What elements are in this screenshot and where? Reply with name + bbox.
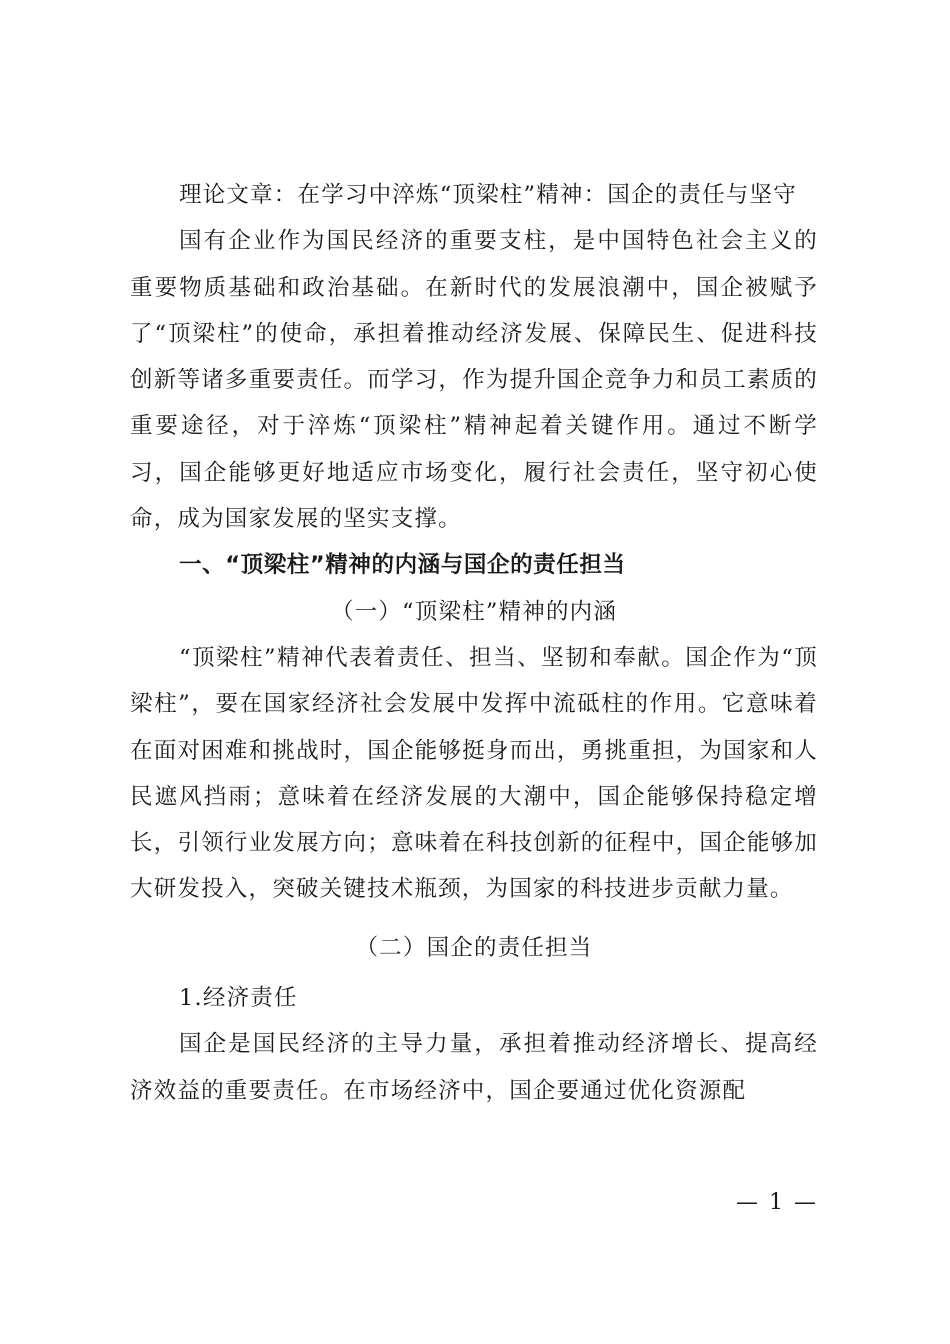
intro-paragraph: 国有企业作为国民经济的重要支柱，是中国特色社会主义的重要物质基础和政治基础。在新时代的发展浪潮中，国企被赋予了“顶梁柱”的使命，承担着推动经济发展、保障民生、促进科技创新等诸多重要责任。而学习，作为提升国企竞争力和员工素质的重要途径，对于淬炼“顶梁柱”精神起着关键作用。通过不断学习，国企能够更好地适应市场变化，履行社会责任，坚守初心使命，成为国家发展的坚实支撑。	[130, 228, 818, 533]
subsection-paragraph-1: “顶梁柱”精神代表着责任、担当、坚韧和奉献。国企作为“顶梁柱”，要在国家经济社会发展中发挥中流砥柱的作用。它意味着在面对困难和挑战时，国企能够挺身而出，勇挑重担，为国家和人民遮风挡雨；意味着在经济发展的大潮中，国企能够保持稳定增长，引领行业发展方向；意味着在科技创新的征程中，国企能够加大研发投入，突破关键技术瓶颈，为国家的科技进步贡献力量。	[130, 644, 818, 903]
item-paragraph-economic-responsibility: 国企是国民经济的主导力量，承担着推动经济增长、提高经济效益的重要责任。在市场经济中，国企要通过优化资源配	[130, 1031, 818, 1104]
item-heading-economic-responsibility: 1.经济责任	[179, 985, 298, 1012]
title-paragraph: 理论文章：在学习中淬炼“顶梁柱”精神：国企的责任与坚守	[179, 182, 797, 208]
page-number: — 1 —	[736, 1190, 818, 1215]
subsection-heading-2: （二）国企的责任担当	[355, 934, 593, 961]
subsection-heading-1: （一）“顶梁柱”精神的内涵	[330, 598, 618, 625]
document-body	[130, 172, 818, 1114]
section-heading-1: 一、“顶梁柱”精神的内涵与国企的责任担当	[179, 552, 626, 579]
